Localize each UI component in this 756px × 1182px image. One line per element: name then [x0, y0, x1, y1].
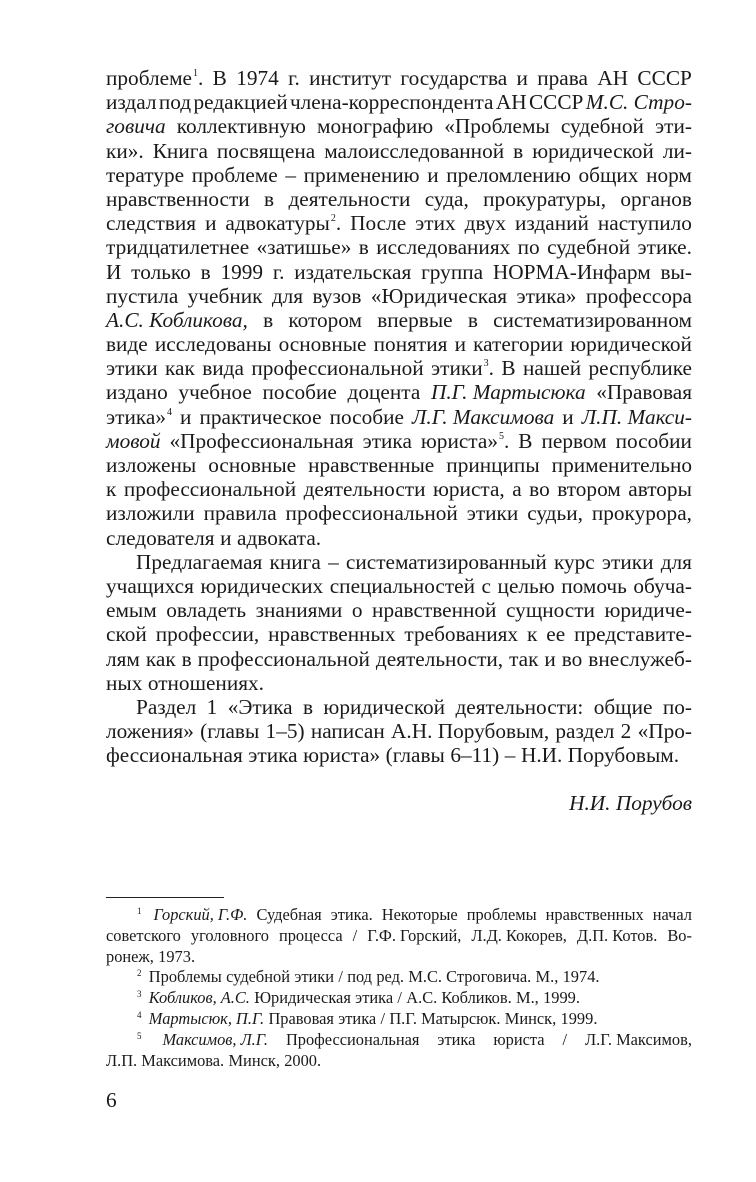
- text-word: принципы: [446, 453, 540, 477]
- text-word: пособии: [615, 428, 692, 453]
- text-word: деятельности: [303, 477, 426, 502]
- text-word: институт: [309, 66, 392, 90]
- text-word: вы-: [660, 259, 692, 284]
- text-line: [106, 163, 692, 187]
- text-word: эти-: [655, 114, 692, 139]
- text-word: систематизированном: [493, 307, 692, 332]
- text-word: написан: [310, 719, 385, 744]
- footnote-line: [106, 1009, 692, 1030]
- footnote-word: судебной: [226, 967, 291, 987]
- text-word: ли-: [662, 138, 692, 163]
- text-word: посвящена: [216, 138, 316, 163]
- text-word: г.: [288, 66, 300, 90]
- text-word: этики: [106, 356, 158, 381]
- text-word: втором: [557, 477, 621, 502]
- text-word: этики$^3$.: [431, 356, 494, 381]
- text-word: «Про-: [637, 719, 692, 744]
- text-word: тературе: [106, 162, 185, 187]
- text-word: профессора: [585, 283, 692, 308]
- footnote-word: П.Г. Матырсюк.: [389, 1008, 501, 1028]
- text-word: Л.Г. Максимова: [412, 404, 555, 429]
- footnote-word: этика: [437, 1029, 476, 1049]
- text-word: профессии,: [155, 622, 260, 647]
- text-word: в: [513, 138, 524, 163]
- text-word: специальностей: [329, 573, 475, 598]
- text-word: юриста,: [432, 477, 505, 502]
- text-word: учебное: [178, 380, 252, 405]
- text-word: о: [351, 598, 363, 623]
- text-word: авторы: [628, 477, 692, 502]
- text-word: (главы: [385, 743, 445, 768]
- text-word: преломлению: [446, 162, 571, 187]
- footnote-word: Проблемы: [148, 967, 222, 987]
- text-word: права: [537, 66, 588, 90]
- text-word: деятельности:: [455, 694, 584, 719]
- page-number: 6: [106, 1088, 117, 1112]
- text-word: нашей: [523, 356, 582, 381]
- text-word: учебник: [187, 283, 263, 308]
- footnote-word: Минск,: [228, 1050, 280, 1070]
- text-word: норм: [646, 162, 692, 187]
- footnotes: [106, 905, 692, 1071]
- text-word: практическое: [199, 404, 322, 429]
- text-word: курс: [553, 549, 595, 574]
- text-word: для: [271, 283, 304, 308]
- footnote-line: [106, 947, 692, 968]
- text-word: раздел: [555, 719, 615, 744]
- text-word: В: [212, 66, 227, 90]
- text-word: СССР: [637, 66, 692, 90]
- text-word: целью: [497, 573, 555, 598]
- footnote-word: 4: [137, 1009, 142, 1020]
- text-word: юридической: [323, 694, 446, 719]
- footnote-word: ред.: [376, 967, 405, 987]
- text-word: первом: [541, 428, 607, 453]
- author-signature: Н.И. Порубов: [569, 791, 692, 815]
- text-word: Н.И. Порубовым.: [520, 743, 680, 768]
- text-word: юриста»$^5$.: [420, 428, 510, 453]
- text-word: представите-: [574, 622, 692, 647]
- footnote-word: Максимов, Л.Г.: [162, 1029, 268, 1049]
- footnote-word: уголовного: [190, 925, 269, 945]
- text-word: во: [561, 646, 583, 671]
- text-word: адвокатуры$^2$.: [225, 211, 342, 236]
- text-word: нравственных: [268, 622, 396, 647]
- footnote-word: 2000.: [284, 1050, 322, 1070]
- text-word: пустила: [106, 283, 179, 308]
- footnote-word: Профессиональная: [285, 1029, 420, 1049]
- footnote-word: проблемы: [466, 905, 537, 924]
- text-word: профессиональной: [285, 501, 458, 526]
- text-word: для: [660, 549, 692, 574]
- text-line: [106, 574, 692, 598]
- text-word: монографию: [317, 114, 434, 139]
- text-word: суда,: [424, 186, 469, 211]
- text-word: исследованиях: [376, 235, 511, 260]
- text-word: этики: [601, 549, 654, 574]
- text-word: «затишье»: [256, 235, 352, 260]
- text-word: изданий: [515, 211, 589, 236]
- text-line: [106, 139, 692, 163]
- text-word: обуча-: [633, 573, 692, 598]
- text-word: тридцатилетнее: [106, 235, 250, 260]
- text-word: проблеме$^1$.: [106, 66, 204, 90]
- text-word: «Правовая: [596, 380, 692, 405]
- text-word: издано: [106, 380, 168, 405]
- text-word: применению: [303, 162, 420, 187]
- text-word: общих: [578, 162, 639, 187]
- footnote-word: Д.П. Котов.: [576, 925, 658, 945]
- text-word: во: [529, 477, 550, 502]
- text-word: АН: [495, 90, 527, 115]
- text-word: деятельности,: [375, 646, 504, 671]
- text-word: с: [481, 573, 491, 598]
- text-line: [106, 550, 692, 574]
- text-word: судебной: [560, 114, 644, 139]
- text-word: редакцией: [193, 90, 288, 115]
- text-word: говича: [106, 114, 166, 139]
- main-text: [106, 66, 692, 767]
- text-word: адвоката.: [237, 525, 322, 550]
- text-word: 1974: [236, 66, 279, 90]
- text-word: республике: [588, 356, 692, 381]
- footnote-word: этика.: [330, 905, 373, 924]
- footnote-word: Во-: [667, 925, 692, 945]
- text-line: [106, 405, 692, 429]
- text-word: вузов: [312, 283, 362, 308]
- text-word: впервые: [377, 307, 453, 332]
- text-word: емым: [106, 598, 157, 623]
- footnote-word: этика: [355, 988, 394, 1008]
- footnote-word: этика: [338, 1008, 377, 1028]
- text-word: так: [509, 646, 539, 671]
- text-line: [106, 356, 692, 380]
- text-word: в: [467, 307, 478, 332]
- text-word: и: [220, 525, 232, 550]
- text-word: проблеме: [191, 162, 278, 187]
- footnote-word: под: [347, 967, 373, 987]
- text-word: –: [285, 162, 297, 187]
- text-word: в: [181, 646, 192, 671]
- text-word: в: [264, 186, 275, 211]
- text-word: прокурора,: [591, 501, 692, 526]
- text-word: учащихся: [106, 573, 194, 598]
- text-line: [106, 453, 692, 477]
- text-word: и: [516, 66, 528, 90]
- text-word: «Профессиональная: [169, 428, 354, 453]
- text-word: понятия: [373, 332, 448, 357]
- text-word: прокуратуры,: [483, 186, 607, 211]
- footnote-word: ронеж,: [106, 946, 154, 966]
- text-word: фессиональная: [106, 743, 243, 768]
- footnote-word: юриста: [493, 1029, 545, 1049]
- footnote-word: Кобликов, А.С.: [148, 988, 250, 1008]
- text-word: этике.: [637, 235, 692, 260]
- text-word: судебной: [547, 235, 631, 260]
- footnote-line: [106, 988, 692, 1009]
- footnote-word: Минск,: [504, 1008, 557, 1028]
- text-word: и: [454, 332, 466, 357]
- footnote-word: /: [380, 1008, 386, 1028]
- text-word: лям: [106, 646, 140, 671]
- text-word: под: [158, 90, 192, 115]
- text-word: «Юридическая: [370, 283, 508, 308]
- text-word: 1: [206, 694, 218, 719]
- footnote-line: [106, 1051, 692, 1072]
- text-line: [106, 114, 692, 138]
- text-word: этика: [362, 428, 412, 453]
- text-word: и: [180, 404, 192, 429]
- footnote-word: 1974.: [562, 967, 600, 987]
- text-word: ее: [546, 622, 566, 647]
- text-word: по-: [662, 694, 692, 719]
- text-word: как: [145, 646, 176, 671]
- text-word: этика»$^4$: [106, 404, 172, 429]
- text-word: а: [512, 477, 522, 502]
- text-word: по: [517, 235, 540, 260]
- text-line: [106, 66, 692, 90]
- text-word: вида: [202, 356, 244, 381]
- footnote-word: Юридическая: [254, 988, 351, 1008]
- footnote-word: М.С. Строговича.: [408, 967, 532, 987]
- text-word: г.: [272, 259, 285, 284]
- text-word: общие: [593, 694, 653, 719]
- text-word: в: [263, 307, 274, 332]
- text-word: 6–11): [450, 743, 500, 768]
- text-word: категории: [473, 332, 564, 357]
- text-word: систематизированный: [345, 549, 547, 574]
- text-word: члена-корреспондента: [289, 90, 494, 115]
- text-word: «Проблемы: [444, 114, 550, 139]
- text-line: [106, 695, 692, 719]
- text-word: пособие: [329, 404, 404, 429]
- text-word: ложения»: [106, 719, 194, 744]
- footnote-word: процесса: [278, 925, 343, 945]
- text-word: мовой: [106, 428, 161, 453]
- text-word: применительно: [551, 453, 692, 477]
- text-word: судьи,: [527, 501, 583, 526]
- text-word: требованиях: [404, 622, 519, 647]
- text-line: [106, 477, 692, 501]
- text-word: и: [544, 646, 556, 671]
- text-line: [106, 743, 692, 767]
- text-word: в: [200, 259, 211, 284]
- text-word: овладеть: [166, 598, 247, 623]
- text-word: следователя: [106, 525, 215, 550]
- text-word: виде: [106, 332, 148, 357]
- text-word: пособие: [262, 380, 337, 405]
- text-line: [106, 187, 692, 211]
- text-word: книга: [269, 549, 321, 574]
- text-word: –: [328, 549, 339, 574]
- text-word: 2: [620, 719, 632, 744]
- text-word: помочь: [561, 573, 627, 598]
- text-line: [106, 380, 692, 404]
- text-word: этих: [415, 211, 456, 236]
- footnote-word: А.С. Кобликов.: [406, 988, 512, 1008]
- text-word: СССР: [528, 90, 584, 115]
- text-word: как: [165, 356, 195, 381]
- text-word: этика»: [516, 283, 577, 308]
- footnote-word: Л.П. Максимова.: [106, 1050, 225, 1070]
- text-word: к: [526, 622, 538, 647]
- text-word: Раздел: [136, 694, 197, 719]
- text-word: «Этика: [227, 694, 293, 719]
- text-word: После: [350, 211, 407, 236]
- footnote-word: /: [338, 967, 343, 987]
- text-word: П.Г. Мартысюка: [430, 380, 586, 405]
- text-word: нравственной: [372, 598, 497, 623]
- footnote-word: /: [352, 925, 358, 945]
- text-line: [106, 526, 692, 550]
- text-word: коллективную: [176, 114, 306, 139]
- text-word: профессиональной: [123, 477, 297, 502]
- text-word: двух: [464, 211, 507, 236]
- text-line: [106, 671, 692, 695]
- text-word: М.С. Стро-: [585, 90, 692, 115]
- text-word: внеслужеб-: [588, 646, 692, 671]
- footnote-word: начал: [652, 905, 692, 924]
- text-word: юридической: [570, 332, 692, 357]
- text-word: Л.П. Макси-: [581, 404, 692, 429]
- text-line: [106, 211, 692, 235]
- text-word: исследованы: [154, 332, 272, 357]
- text-word: АН: [597, 66, 629, 90]
- text-word: юриста»: [303, 743, 381, 768]
- text-word: издал: [106, 90, 157, 115]
- text-word: отношениях.: [147, 670, 264, 695]
- text-word: юридической: [532, 138, 654, 163]
- text-word: НОРМА-Инфарм: [492, 259, 651, 284]
- text-line: [106, 332, 692, 356]
- text-line: [106, 622, 692, 646]
- text-word: Предлагаемая: [136, 549, 263, 574]
- text-line: [106, 308, 692, 332]
- text-word: ской: [106, 622, 147, 647]
- text-word: основные: [208, 453, 297, 477]
- text-word: знаниями: [255, 598, 343, 623]
- text-word: ки».: [106, 138, 144, 163]
- text-line: [106, 598, 692, 622]
- text-word: 1–5): [265, 719, 305, 744]
- footnote-word: М.,: [535, 967, 559, 987]
- text-line: [106, 429, 692, 453]
- footnote-line: [106, 967, 692, 988]
- text-word: 1999: [220, 259, 264, 284]
- footnote-word: Л.Г. Максимов,: [585, 1029, 692, 1049]
- footnote-word: Судебная: [256, 905, 322, 924]
- text-word: следствия: [106, 211, 197, 236]
- text-word: ных: [106, 670, 143, 695]
- footnote-word: советского: [106, 925, 181, 945]
- footnote-word: 3: [137, 989, 142, 1000]
- footnote-word: М.,: [516, 988, 539, 1008]
- footnote-word: 5: [137, 1030, 142, 1041]
- text-word: профессиональной: [197, 646, 370, 671]
- text-word: изложили: [106, 501, 195, 526]
- text-word: нравственности: [106, 186, 250, 211]
- footnote-word: Л.Д. Кокорев,: [471, 925, 567, 945]
- text-word: и: [205, 211, 217, 236]
- text-word: Книга: [152, 138, 208, 163]
- footnote-word: 1973.: [158, 946, 196, 966]
- footnote-word: Горский, Г.Ф.: [153, 905, 248, 924]
- text-line: [106, 284, 692, 308]
- text-word: наступило: [597, 211, 692, 236]
- text-word: профессиональной: [251, 356, 424, 381]
- text-word: сущности: [506, 598, 595, 623]
- footnote-word: /: [562, 1029, 568, 1049]
- text-word: малоисследованной: [324, 138, 505, 163]
- footnote-line: [106, 1030, 692, 1051]
- text-word: А.С. Кобликова,: [106, 307, 248, 332]
- footnote-word: Г.Ф. Горский,: [367, 925, 462, 945]
- text-word: к: [106, 477, 117, 502]
- footnote-line: [106, 926, 692, 947]
- footnote-line: [106, 905, 692, 926]
- footnote-word: Некоторые: [381, 905, 458, 924]
- text-word: котором: [288, 307, 363, 332]
- text-line: [106, 235, 692, 259]
- text-word: деятельности: [288, 186, 411, 211]
- text-word: юридиче-: [604, 598, 692, 623]
- text-word: В: [501, 356, 516, 381]
- text-word: и: [562, 404, 574, 429]
- text-word: юридических: [200, 573, 324, 598]
- text-word: в: [302, 694, 314, 719]
- text-word: этика: [248, 743, 298, 768]
- text-line: [106, 719, 692, 743]
- footnote-word: Правовая: [268, 1008, 334, 1028]
- text-word: доцента: [347, 380, 421, 405]
- text-word: правила: [203, 501, 277, 526]
- footnote-word: 1999.: [560, 1008, 598, 1028]
- text-word: в: [358, 235, 369, 260]
- footnote-word: /: [397, 988, 402, 1008]
- text-word: (главы: [200, 719, 260, 744]
- text-word: –: [504, 743, 516, 768]
- text-word: органов: [620, 186, 692, 211]
- footnote-word: 2: [137, 968, 142, 979]
- text-word: нравственные: [308, 453, 435, 477]
- footnote-word: 1: [137, 906, 142, 916]
- text-word: группа: [421, 259, 484, 284]
- text-word: изложены: [106, 453, 197, 477]
- text-word: основные: [278, 332, 367, 357]
- text-word: А.Н. Порубовым,: [391, 719, 550, 744]
- text-word: только: [131, 259, 191, 284]
- text-word: В: [518, 428, 533, 453]
- text-word: И: [106, 259, 122, 284]
- text-line: [106, 501, 692, 525]
- text-word: этики: [466, 501, 519, 526]
- text-line: [106, 647, 692, 671]
- text-line: [106, 260, 692, 284]
- text-word: и: [427, 162, 439, 187]
- text-line: [106, 90, 692, 114]
- footnote-word: Мартысюк, П.Г.: [148, 1008, 265, 1028]
- footnote-word: 1999.: [543, 988, 580, 1008]
- footnote-word: этики: [294, 967, 335, 987]
- footnote-word: нравственных: [545, 905, 644, 924]
- footnote-separator: [106, 897, 224, 898]
- text-word: издательская: [294, 259, 412, 284]
- text-word: государства: [400, 66, 508, 90]
